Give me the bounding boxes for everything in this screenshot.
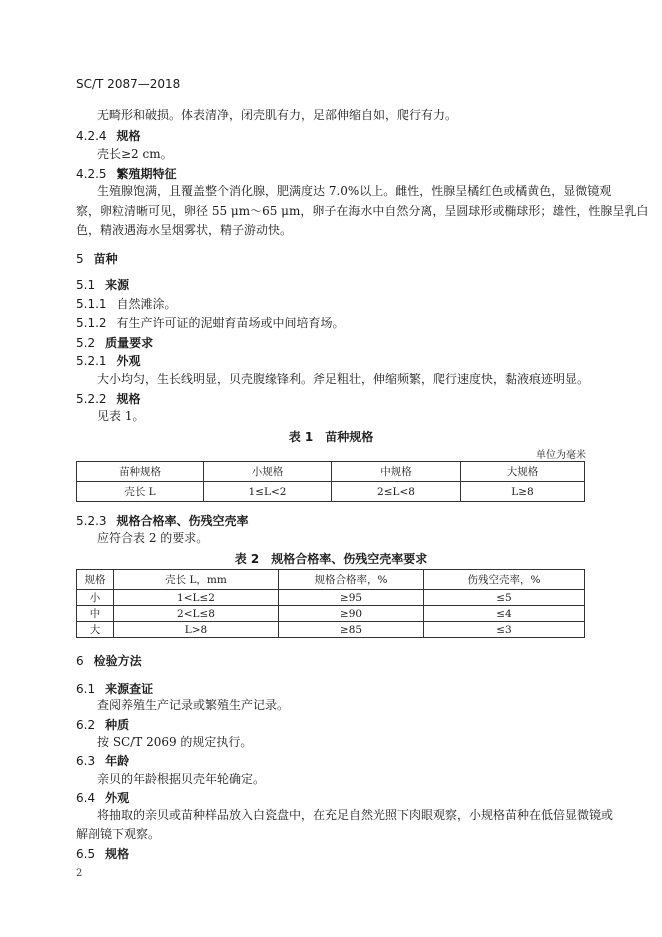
section-heading-4-2-5 [76,165,177,182]
section-title: 年龄 [105,754,130,768]
clause-5-1-1 [76,295,177,312]
section-heading-6 [76,652,142,669]
table-cell: ≤4 [424,606,585,622]
section-heading-5-1 [76,276,129,293]
table-cell: 2≤L<8 [332,482,461,502]
paragraph-line: 无畸形和破损。体表清净，闭壳肌有力，足部伸缩自如，爬行有力。 [97,108,458,122]
table-cell: L≥8 [461,482,585,502]
section-number: 5 [76,252,84,266]
table-header-cell: 规格 [77,570,114,590]
section-heading-6-2 [76,716,129,733]
paragraph-line: 察，卵粒清晰可见，卵径 55 μm～65 μm，卵子在海水中自然分离，呈圆球形或椭球形；雄性，性腺呈乳白 [76,204,649,218]
table-cell: ≥95 [279,590,424,606]
section-heading-6-1 [76,680,153,697]
section-title: 外观 [116,354,141,368]
clause-text: 自然滩涂。 [116,297,177,311]
section-title: 种质 [105,718,130,732]
section-heading-5-2-2 [76,390,141,407]
section-title: 规格合格率、伤残空壳率 [116,514,249,528]
table-header-row [77,570,585,590]
section-heading-5 [76,250,118,267]
clause-text: 有生产许可证的泥蚶育苗场或中间培育场。 [116,316,345,330]
table-cell: 1≤L<2 [204,482,332,502]
table-row [77,622,585,638]
table-2-caption: 表 2 规格合格率、伤残空壳率要求 [234,552,428,566]
section-number: 6.1 [76,682,96,696]
section-title: 来源 [105,278,130,292]
table-row [77,606,585,622]
table-cell: 2<L≤8 [114,606,279,622]
section-title: 规格 [105,847,130,861]
table-header-cell: 小规格 [204,462,332,482]
paragraph-line: 生殖腺饱满，且覆盖整个消化腺，肥满度达 7.0%以上。雌性，性腺呈橘红色或橘黄色，显微镜观 [97,184,612,198]
section-title: 苗种 [93,252,118,266]
table-1-caption: 表 1 苗种规格 [288,430,374,444]
section-title: 来源查证 [105,682,154,696]
section-heading-5-2-3 [76,512,249,529]
paragraph-line: 亲贝的年龄根据贝壳年轮确定。 [97,772,266,786]
table-cell: 小 [77,590,114,606]
table-header-cell: 壳长 L，mm [114,570,279,590]
section-number: 4.2.5 [76,167,107,181]
document-header: SC/T 2087—2018 [76,77,181,91]
section-title: 繁殖期特征 [116,167,177,181]
page-number: 2 [76,868,83,879]
section-number: 4.2.4 [76,129,107,143]
section-number: 6 [76,654,84,668]
paragraph-line: 将抽取的亲贝或苗种样品放入白瓷盘中，在充足自然光照下肉眼观察，小规格苗种在低倍显微镜或 [97,808,614,822]
section-number: 5.2 [76,336,96,350]
section-number: 5.1.2 [76,316,107,330]
paragraph-line: 按 SC/T 2069 的规定执行。 [97,735,253,749]
table-1-unit: 单位为毫米 [536,450,586,461]
section-title: 规格 [116,392,141,406]
section-number: 5.1.1 [76,297,107,311]
table-cell: 大 [77,622,114,638]
table-2 [76,569,585,638]
section-number: 6.2 [76,718,96,732]
section-number: 5.2.1 [76,354,107,368]
table-row [77,482,585,502]
section-title: 外观 [105,791,130,805]
section-heading-6-4 [76,789,129,806]
section-heading-6-5 [76,845,129,862]
section-heading-4-2-4 [76,127,141,144]
section-heading-6-3 [76,752,129,769]
table-cell: ≥90 [279,606,424,622]
paragraph-line: 应符合表 2 的要求。 [97,531,209,545]
section-heading-5-2 [76,334,153,351]
paragraph-line: 壳长≥2 cm。 [97,147,173,161]
section-number: 5.2.3 [76,514,107,528]
section-number: 5.1 [76,278,96,292]
table-header-cell: 大规格 [461,462,585,482]
table-cell: ≤5 [424,590,585,606]
table-cell: ≤3 [424,622,585,638]
table-cell: L>8 [114,622,279,638]
section-title: 规格 [116,129,141,143]
paragraph-line: 色，精液遇海水呈烟雾状，精子游动快。 [76,223,293,237]
section-number: 5.2.2 [76,392,107,406]
section-title: 质量要求 [105,336,154,350]
section-number: 6.5 [76,847,96,861]
table-header-cell: 中规格 [332,462,461,482]
paragraph-line: 解剖镜下观察。 [76,827,161,841]
table-cell: ≥85 [279,622,424,638]
table-1 [76,461,585,502]
section-heading-5-2-1 [76,352,141,369]
table-row [77,590,585,606]
clause-5-1-2 [76,314,345,331]
section-number: 6.4 [76,791,96,805]
table-header-cell: 规格合格率，% [279,570,424,590]
table-header-row [77,462,585,482]
table-cell: 中 [77,606,114,622]
table-header-cell: 伤残空壳率，% [424,570,585,590]
table-header-cell: 苗种规格 [77,462,204,482]
section-number: 6.3 [76,754,96,768]
paragraph-line: 查阅养殖生产记录或繁殖生产记录。 [97,698,290,712]
table-cell: 壳长 L [77,482,204,502]
paragraph-line: 大小均匀，生长线明显，贝壳腹缘锋利。斧足粗壮，伸缩频繁，爬行速度快，黏液痕迹明显。 [97,372,590,386]
table-cell: 1<L≤2 [114,590,279,606]
paragraph-line: 见表 1。 [97,409,145,423]
section-title: 检验方法 [93,654,142,668]
